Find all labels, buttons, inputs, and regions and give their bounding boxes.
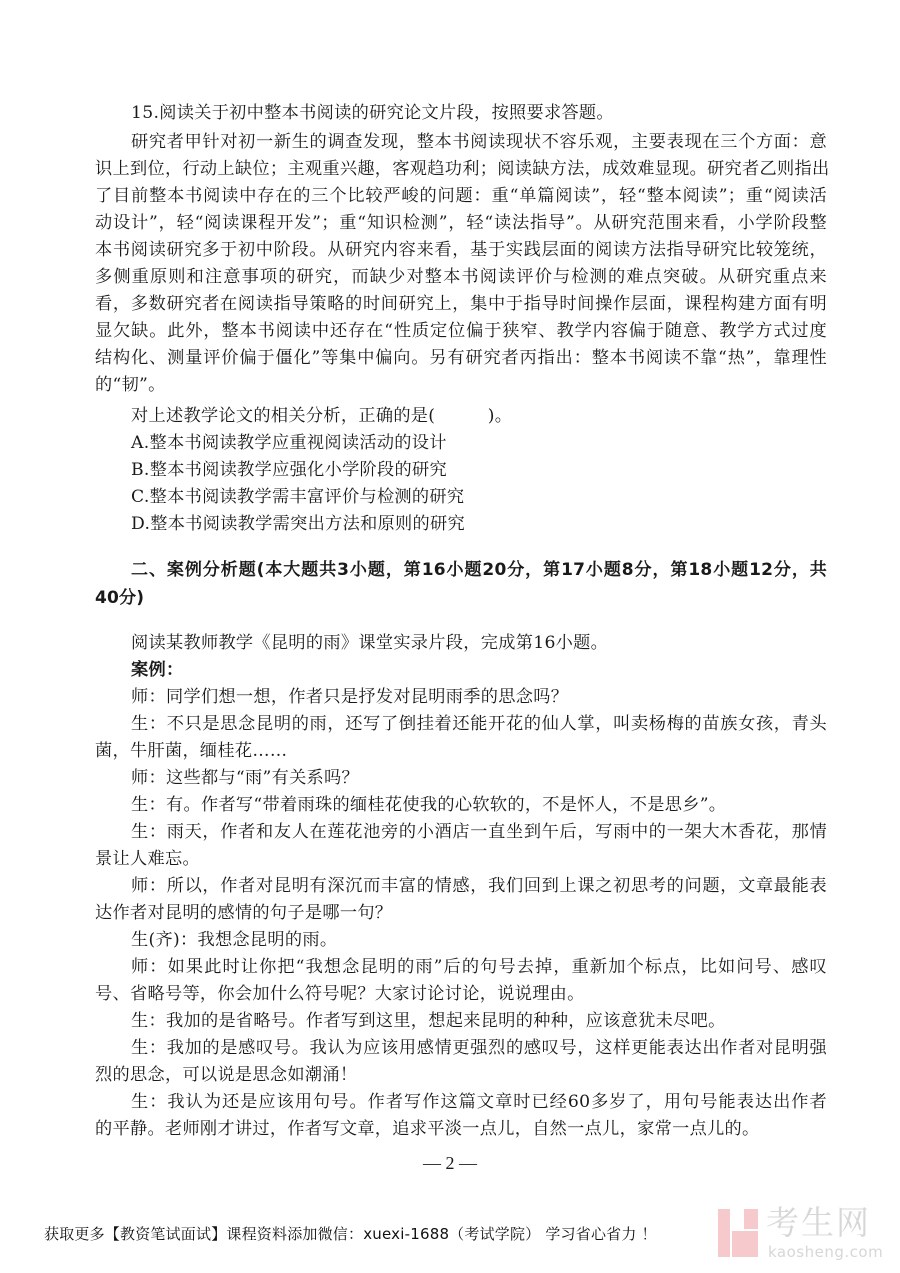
watermark-name: 考生网 [766,1203,871,1242]
dialogue-line: 达作者对昆明的感情的句子是哪一句？ [95,903,393,923]
case-section [95,630,827,1143]
dialogue-line: 生：我认为还是应该用句号。作者写作这篇文章时已经60多岁了，用句号能表达出作者 [131,1092,827,1112]
section-title-line: 40分) [95,588,145,608]
option-text: 整本书阅读教学需突出方法和原则的研究 [150,514,466,534]
dialogue-line: 师：同学们想一想，作者只是抒发对昆明雨季的思念吗？ [131,687,569,707]
option-text: 整本书阅读教学需丰富评价与检测的研究 [149,487,465,507]
passage-line: 多侧重原则和注意事项的研究，而缺少对整本书阅读评价与检测的难点突破。从研究重点来 [95,267,827,287]
question-15-prompt: 对上述教学论文的相关分析，正确的是( )。 [131,406,513,426]
dialogue-line: 生：我加的是感叹号。我认为应该用感情更强烈的感叹号，这样更能表达出作者对昆明强 [131,1038,827,1058]
dialogue-line: 生(齐)：我想念昆明的雨。 [131,930,338,950]
case-label: 案例： [131,660,184,680]
footer-ad-text: 获取更多【教资笔试面试】课程资料添加微信：xuexi-1688（考试学院） 学习省心省力 ！ [44,1225,657,1243]
option-a[interactable] [95,430,827,457]
dialogue-line: 生：雨天，作者和友人在莲花池旁的小酒店一直坐到午后，写雨中的一架大木香花，那情 [131,822,827,842]
passage-line: 的“韧”。 [95,375,166,395]
option-text: 整本书阅读教学应强化小学阶段的研究 [149,460,447,480]
kaosheng-watermark [718,1205,888,1265]
passage-line: 研究者甲针对初一新生的调查发现，整本书阅读现状不容乐观，主要表现在三个方面：意 [131,132,827,152]
dialogue-line: 生：不只是思念昆明的雨，还写了倒挂着还能开花的仙人掌，叫卖杨梅的苗族女孩，青头 [131,714,827,734]
option-b[interactable] [95,457,827,484]
dialogue-line: 号、省略号等，你会加什么符号呢？大家讨论讨论，说说理由。 [95,984,585,1004]
passage-line: 本书阅读研究多于初中阶段。从研究内容来看，基于实践层面的阅读方法指导研究比较笼统， [95,240,827,260]
dialogue-line: 师：这些都与“雨”有关系吗？ [131,768,360,788]
option-c[interactable] [95,484,827,511]
dialogue-line: 生：有。作者写“带着雨珠的缅桂花使我的心软软的，不是怀人，不是思乡”。 [131,795,727,815]
dialogue-line: 烈的思念，可以说是思念如潮涌！ [95,1065,358,1085]
passage-line: 识上到位，行动上缺位；主观重兴趣，客观趋功利；阅读缺方法，成效难显现。研究者乙则指出 [95,159,830,179]
watermark-domain: kaosheng.com [768,1243,884,1261]
passage-line: 结构化、测量评价偏于僵化”等集中偏向。另有研究者丙指出：整本书阅读不靠“热”，靠理性 [95,348,827,368]
section-2-heading [95,556,827,612]
question-15-passage [95,129,830,399]
kaosheng-logo-icon [718,1209,758,1257]
dialogue-line: 师：如果此时让你把“我想念昆明的雨”后的句号去掉，重新加个标点，比如问号、感叹 [131,957,827,977]
page-number: — 2 — [423,1153,477,1173]
case-intro: 阅读某教师教学《昆明的雨》课堂实录片段，完成第16小题。 [131,633,609,653]
passage-line: 了目前整本书阅读中存在的三个比较严峻的问题：重“单篇阅读”，轻“整本阅读”；重“阅读活 [95,186,827,206]
passage-line: 显欠缺。此外，整本书阅读中还存在“性质定位偏于狭窄、教学内容偏于随意、教学方式过度 [95,321,827,341]
option-text: 整本书阅读教学应重视阅读活动的设计 [149,433,447,453]
option-d[interactable] [95,511,827,538]
question-15-title: 15.阅读关于初中整本书阅读的研究论文片段，按照要求答题。 [131,103,614,123]
exam-page [95,100,830,1143]
dialogue-line: 景让人难忘。 [95,849,200,869]
dialogue-line: 的平静。老师刚才讲过，作者写文章，追求平淡一点儿，自然一点儿，家常一点儿的。 [95,1119,760,1139]
option-label: B. [131,460,150,480]
option-label: A. [131,433,150,453]
section-title-line: 二、案例分析题(本大题共3小题，第16小题20分，第17小题8分，第18小题12分，共 [131,560,827,580]
option-label: C. [131,487,150,507]
passage-line: 动设计”，轻“阅读课程开发”；重“知识检测”，轻“读法指导”。从研究范围来看，小学阶段整 [95,213,827,233]
dialogue-line: 菌，牛肝菌，缅桂花…… [95,741,288,761]
dialogue-line: 师：所以，作者对昆明有深沉而丰富的情感，我们回到上课之初思考的问题，文章最能表 [131,876,827,896]
passage-line: 看，多数研究者在阅读指导策略的时间研究上，集中于指导时间操作层面，课程构建方面有明 [95,294,827,314]
dialogue-line: 生：我加的是省略号。作者写到这里，想起来昆明的种种，应该意犹未尽吧。 [131,1011,726,1031]
question-15-choices [95,403,827,538]
option-label: D. [131,514,151,534]
